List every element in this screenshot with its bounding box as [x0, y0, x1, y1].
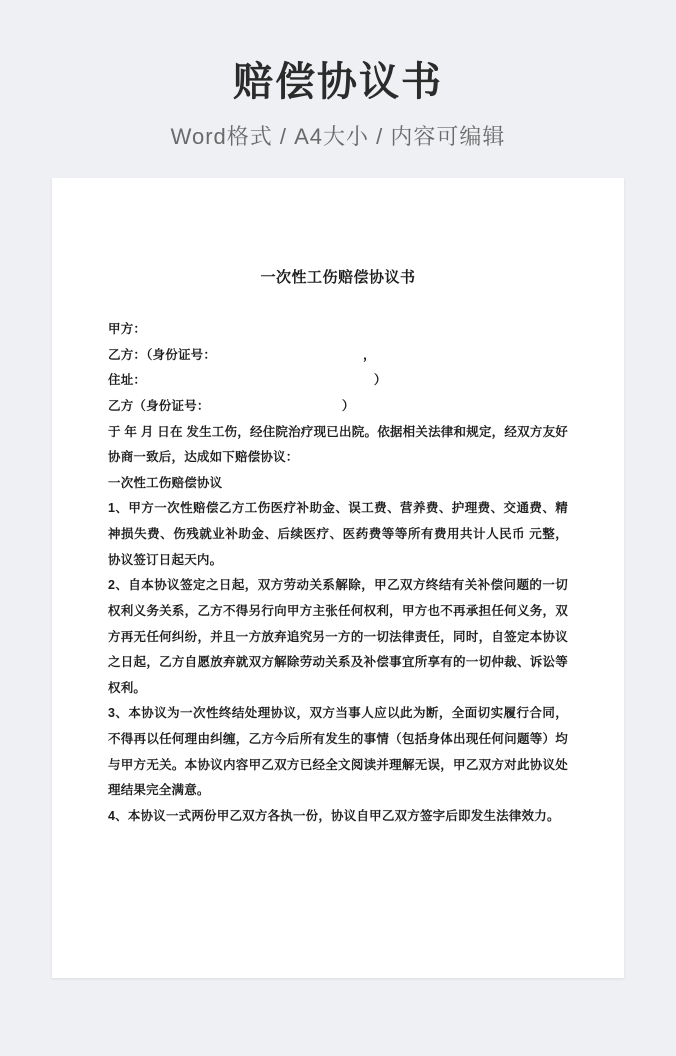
document-body — [108, 317, 568, 830]
document-line: 住址： ） — [108, 373, 387, 388]
document-preview[interactable] — [52, 178, 624, 978]
page-subtitle: Word格式 / A4大小 / 内容可编辑 — [170, 124, 506, 149]
document-paragraph: 1、甲方一次性赔偿乙方工伤医疗补助金、误工费、营养费、护理费、交通费、精神损失费、伤残就业补助金、后续医疗、医药费等等所有费用共计人民币 元整，协议签订日起天内。 — [108, 501, 568, 567]
document-page — [52, 178, 624, 978]
document-paragraph: 于 年 月 日在 发生工伤，经住院治疗现已出院。依据相关法律和规定，经双方友好协商一致后，达成如下赔偿协议： — [108, 424, 568, 465]
document-paragraph: 2、自本协议签定之日起，双方劳动关系解除，甲乙双方终结有关补偿问题的一切权利义务关系，乙方不得另行向甲方主张任何权利，甲方也不再承担任何义务，双方再无任何纠纷，并且一方放弃追究另一方的一切法律责任，同时，自签定本协议之日起，乙方自愿放弃就双方解除劳动关系及补偿事宜所享有的一切仲裁、诉讼等权利。 — [108, 578, 568, 695]
document-paragraph: 3、本协议为一次性终结处理协议，双方当事人应以此为断，全面切实履行合同，不得再以任何理由纠缠，乙方今后所有发生的事情（包括身体出现任何问题等）均与甲方无关。本协议内容甲乙双方已经全文阅读并理解无误，甲乙双方对此协议处理结果完全满意。 — [108, 706, 568, 798]
document-line: 甲方： — [108, 322, 147, 336]
document-line: 乙方（身份证号： ） — [108, 398, 355, 413]
document-line: 乙方：（身份证号： ， — [108, 347, 376, 362]
document-paragraph: 4、本协议一式两份甲乙双方各执一份，协议自甲乙双方签字后即发生法律效力。 — [108, 808, 560, 823]
document-title: 一次性工伤赔偿协议书 — [260, 269, 416, 286]
header — [0, 0, 676, 151]
page-title: 赔偿协议书 — [233, 60, 443, 104]
document-line: 一次性工伤赔偿协议 — [108, 475, 223, 490]
